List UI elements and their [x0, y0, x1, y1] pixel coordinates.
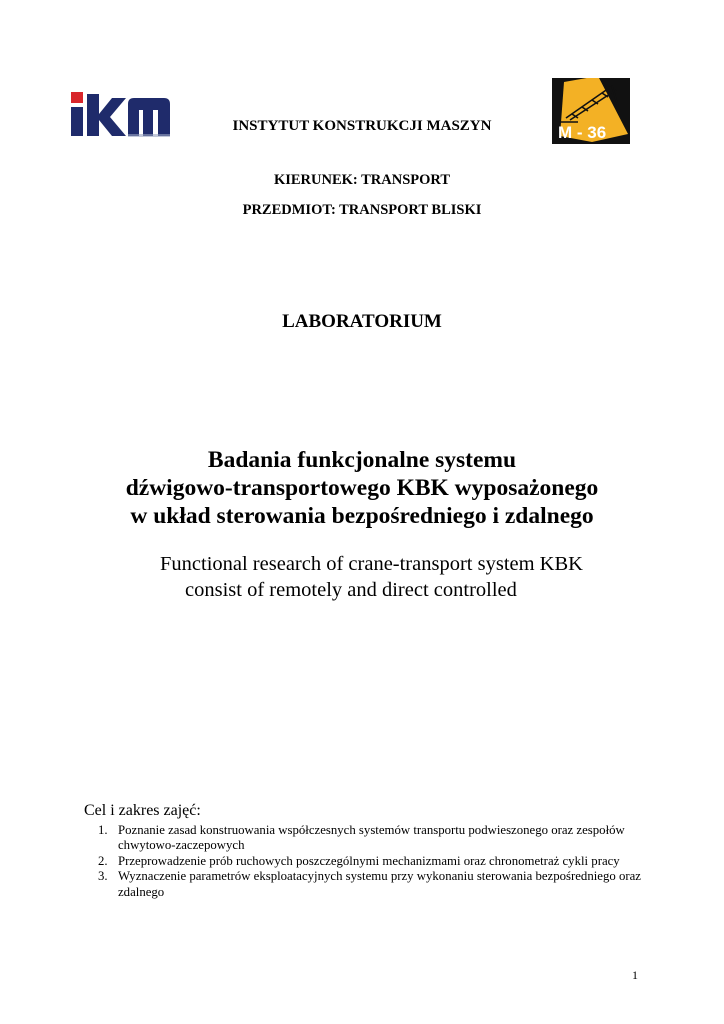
list-item-number: 3. [98, 869, 108, 884]
section-heading: LABORATORIUM [282, 311, 442, 332]
document-title [0, 446, 724, 530]
list-item-number: 2. [98, 853, 108, 868]
list-item [98, 854, 658, 869]
list-item-text: Poznanie zasad konstruowania współczesnych systemów transportu podwieszonego oraz zespołów chwytowo-zaczepowych [118, 823, 625, 853]
title-line: w układ sterowania bezpośredniego i zdalnego [130, 503, 594, 529]
m36-logo-text: M - 36 [558, 123, 607, 142]
subject-line: PRZEDMIOT: TRANSPORT BLISKI [242, 202, 482, 218]
page-number: 1 [632, 968, 638, 982]
institute-name: INSTYTUT KONSTRUKCJI MASZYN [232, 118, 492, 134]
list-item [98, 869, 658, 900]
goals-heading: Cel i zakres zajęć: [84, 802, 201, 819]
list-item-text: Wyznaczenie parametrów eksploatacyjnych systemu przy wykonaniu sterowania bezpośredniego oraz zdalnego [118, 869, 641, 899]
english-title-line: consist of remotely and direct controlled [185, 579, 517, 601]
english-title-line: Functional research of crane-transport system KBK [160, 553, 583, 575]
ikm-logo-dot [71, 92, 83, 103]
title-line: Badania funkcjonalne systemu [207, 447, 517, 473]
list-item-number: 1. [98, 823, 108, 837]
m36-logo [552, 78, 630, 144]
direction-line: KIERUNEK: TRANSPORT [273, 172, 451, 188]
goals-list [98, 823, 658, 900]
list-item [98, 823, 658, 854]
title-line: dźwigowo-transportowego KBK wyposażonego [125, 475, 599, 501]
list-item-text: Przeprowadzenie prób ruchowych poszczególnymi mechanizmami oraz chronometraż cykli pracy [118, 853, 620, 868]
